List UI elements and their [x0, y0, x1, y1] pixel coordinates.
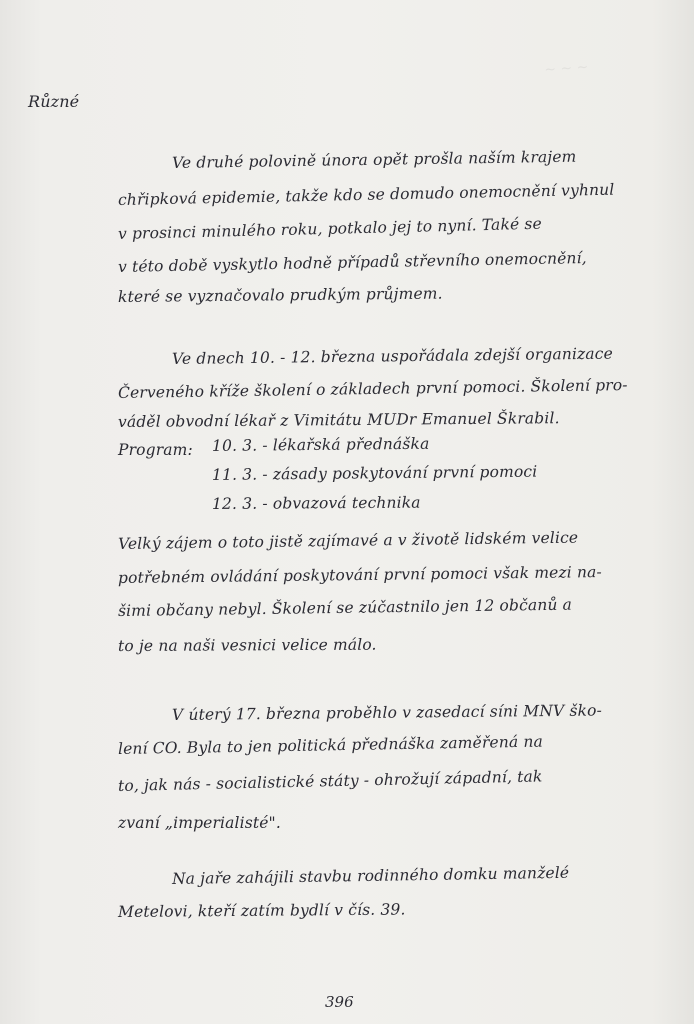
text-line: Metelovi, kteří zatím bydlí v čís. 39.	[117, 900, 406, 921]
bleed-through-marks: ~ ~ ~	[543, 59, 589, 79]
text-line: Velký zájem o toto jistě zajímavé a v životě lidském velice	[117, 528, 579, 553]
text-line: které se vyznačovalo prudkým průjmem.	[117, 284, 443, 306]
text-line: lení CO. Byla to jen politická přednáška zaměřená na	[117, 732, 544, 758]
section-heading: Různé	[28, 92, 80, 111]
page-number: 396	[325, 993, 354, 1011]
text-line: v této době vyskytlo hodně případů střevního onemocnění,	[117, 249, 587, 276]
text-line: zvaní „imperialisté".	[118, 814, 281, 832]
program-label: Program:	[118, 441, 193, 459]
text-line: potřebném ovládání poskytování první pomoci však mezi na-	[117, 563, 602, 587]
text-line: Červeného kříže školení o základech první pomoci. Školení pro-	[117, 375, 628, 402]
text-line: váděl obvodní lékař z Vimitátu MUDr Emanuel Škrabil.	[117, 409, 560, 431]
text-line: to, jak nás - socialistické státy - ohrožují západní, tak	[117, 767, 543, 795]
program-item: 10. 3. - lékařská přednáška	[211, 434, 430, 455]
program-item: 12. 3. - obvazová technika	[211, 493, 421, 513]
text-line: v prosinci minulého roku, potkalo jej to nyní. Také se	[117, 214, 543, 243]
text-line: V úterý 17. března proběhlo v zasedací síni MNV ško-	[171, 701, 603, 724]
program-item: 11. 3. - zásady poskytování první pomoci	[211, 462, 538, 484]
text-line: Ve druhé polovině února opět prošla naším krajem	[171, 147, 577, 172]
text-line: to je na naši vesnici velice málo.	[117, 635, 377, 655]
text-line: Na jaře zahájili stavbu rodinného domku manželé	[171, 863, 570, 888]
text-line: Ve dnech 10. - 12. března uspořádala zdejší organizace	[171, 344, 613, 368]
text-line: šimi občany nebyl. Školení se zúčastnilo jen 12 občanů a	[117, 595, 573, 620]
text-line: chřipková epidemie, takže kdo se domudo onemocnění vyhnul	[117, 180, 615, 209]
